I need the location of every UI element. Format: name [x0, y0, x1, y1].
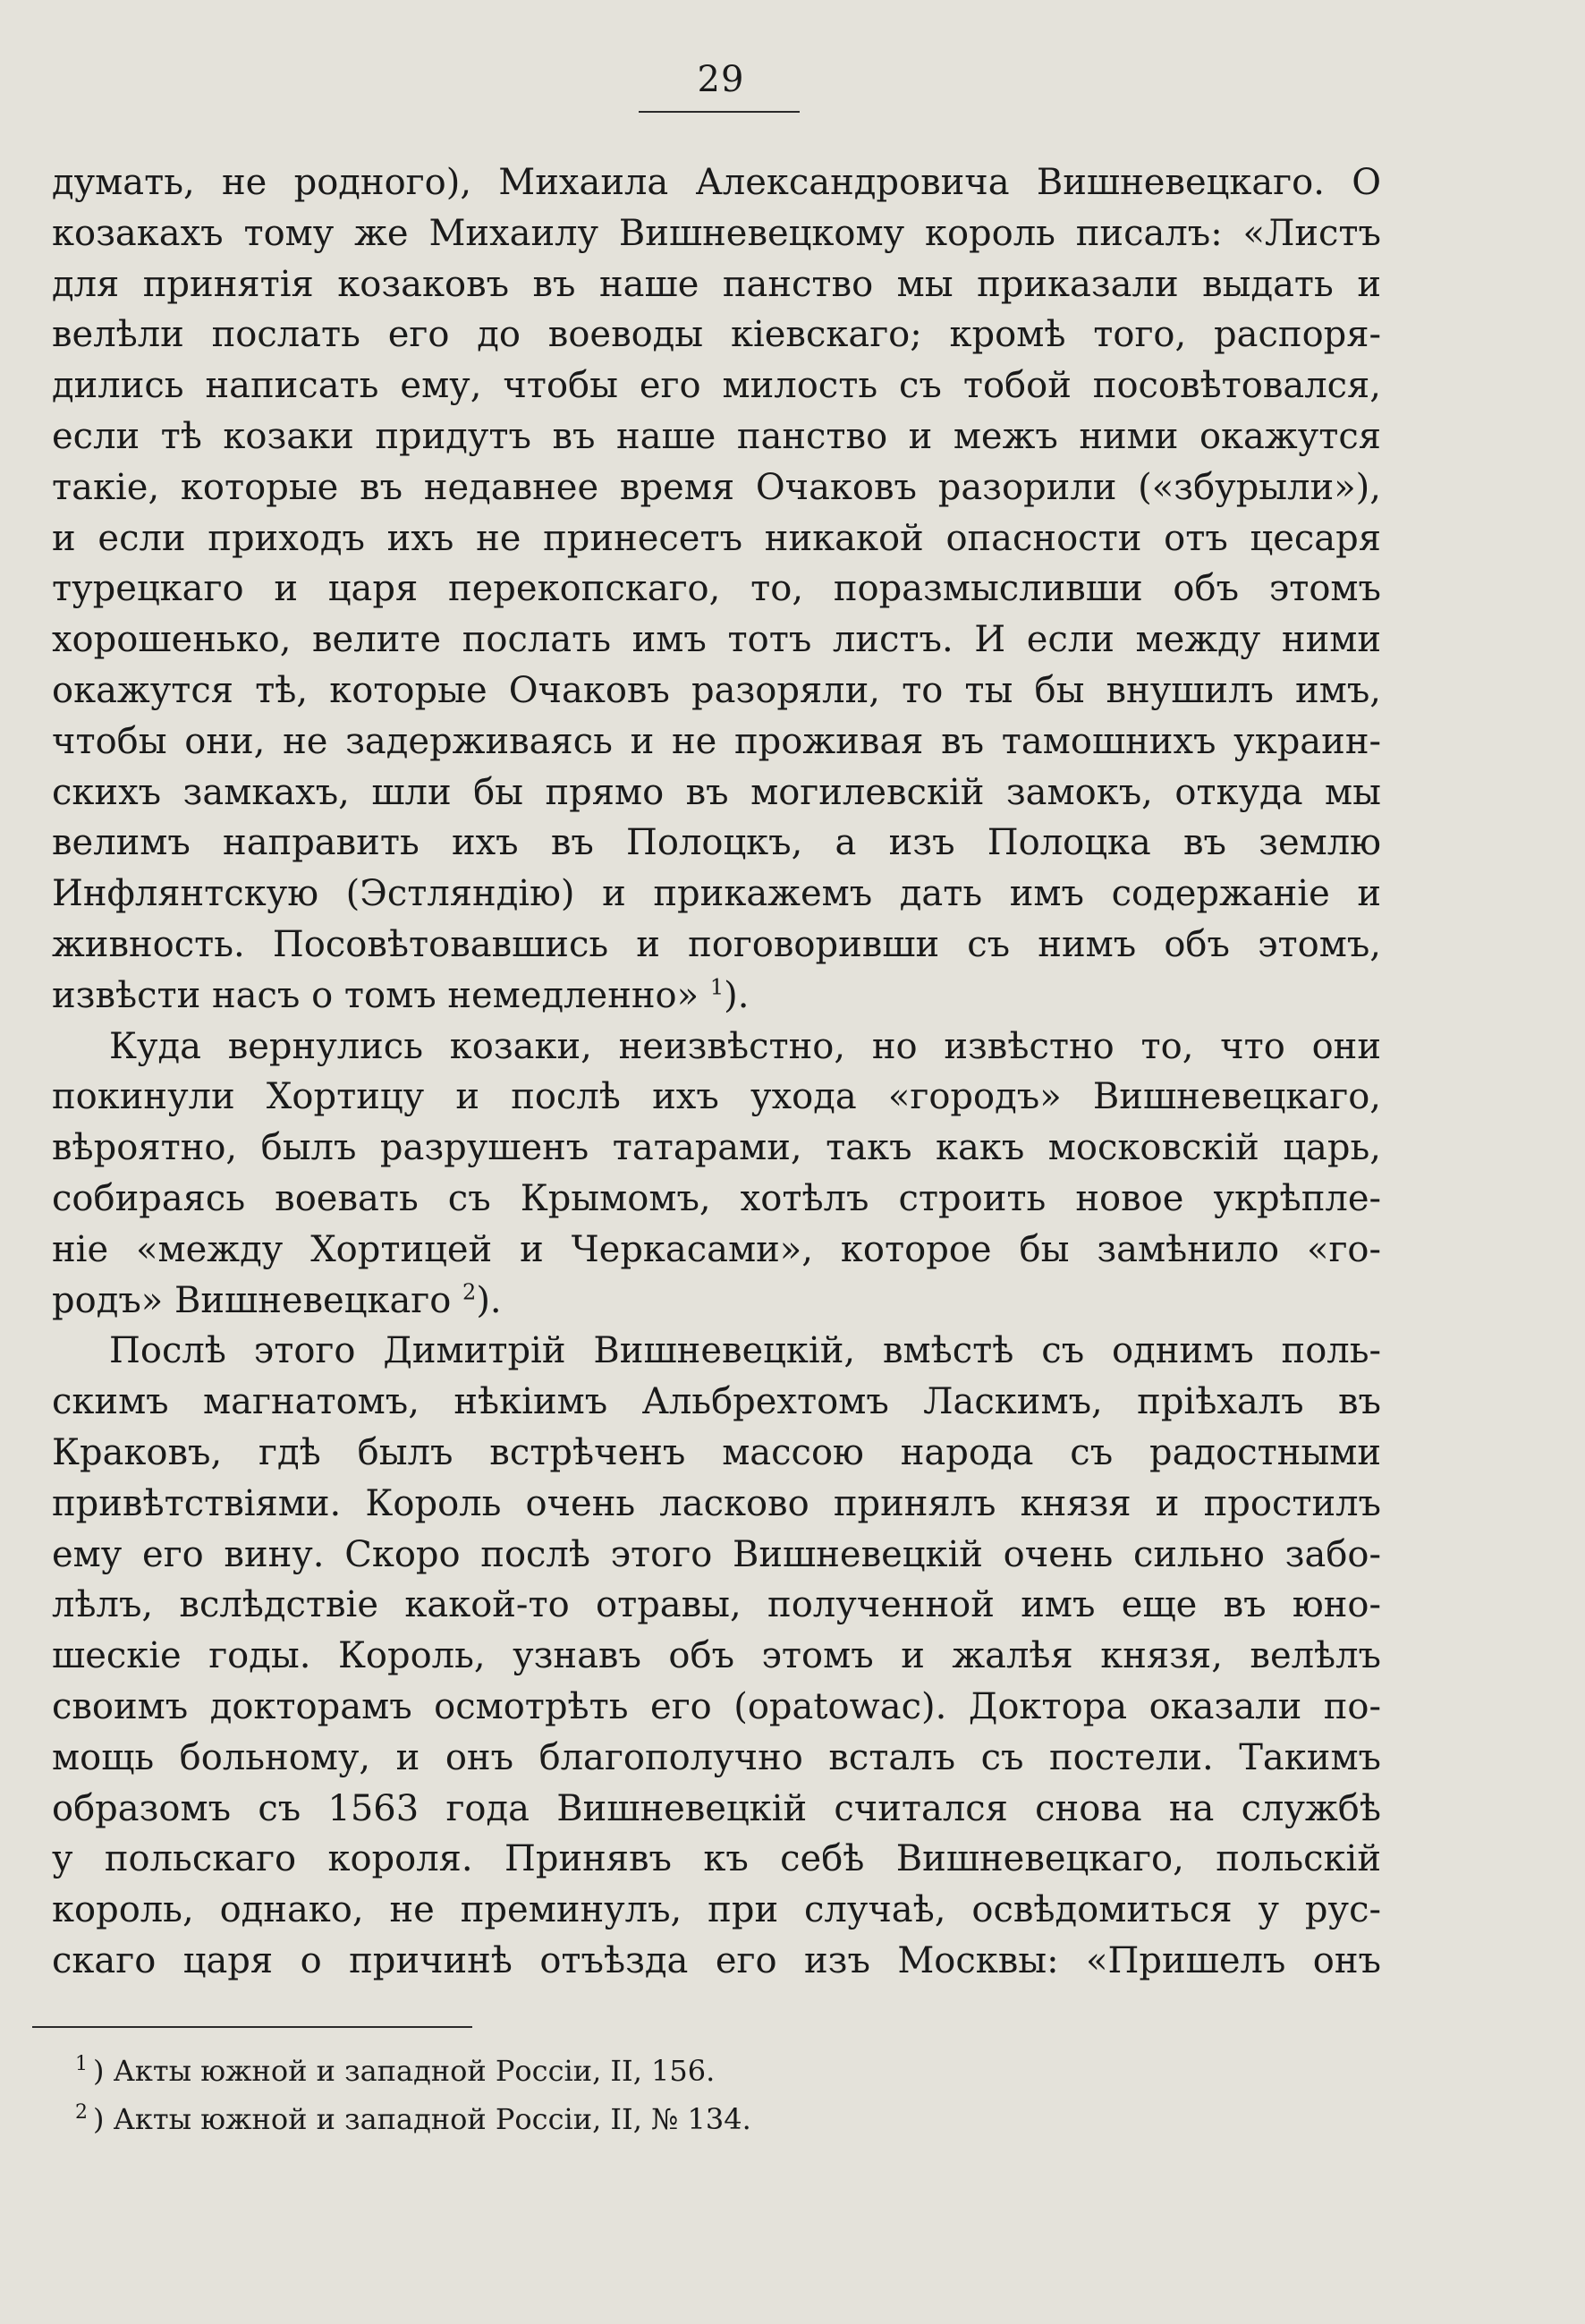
text-line: дились написать ему, чтобы его милость съ тобой посовѣтовался, [52, 365, 1381, 407]
text-line: окажутся тѣ, которые Очаковъ разоряли, то ты бы внушилъ имъ, [52, 669, 1381, 711]
page-number-rule [639, 111, 800, 113]
text-line: чтобы они, не задерживаясь и не проживая въ тамошнихъ украин- [52, 720, 1381, 762]
footnote-text: ) Акты южной и западной Россіи, II, № 134. [93, 2102, 751, 2136]
text-line: своимъ докторамъ осмотрѣть его (opatowac). Доктора оказали по- [52, 1685, 1381, 1727]
footnote-text: ) Акты южной и западной Россіи, II, 156. [93, 2054, 716, 2088]
text-line: Краковъ, гдѣ былъ встрѣченъ массою народа съ радостными [52, 1431, 1381, 1473]
text-line: хорошенько, велите послать имъ тотъ листъ. И если между ними [52, 619, 1381, 661]
footnote [75, 2047, 1148, 2095]
text-line: скаго царя о причинѣ отъѣзда его изъ Москвы: «Пришелъ онъ [52, 1939, 1381, 1981]
body-text [52, 157, 1381, 1987]
text-line: извѣсти насъ о томъ немедленно» [52, 974, 699, 1016]
text-line: шескіе годы. Король, узнавъ объ этомъ и жалѣя князя, велѣлъ [52, 1635, 1381, 1677]
text-line: родъ» Вишневецкаго [52, 1279, 452, 1321]
text-line: козакахъ тому же Михаилу Вишневецкому король писалъ: «Листъ [52, 212, 1381, 254]
text-line: турецкаго и царя перекопскаго, то, поразмысливши объ этомъ [52, 568, 1381, 610]
footnote-ref-tail: ). [724, 974, 750, 1016]
text-line: лѣлъ, вслѣдствіе какой-то отравы, полученной имъ еще въ юно- [52, 1584, 1381, 1626]
text-line: собираясь воевать съ Крымомъ, хотѣлъ строить новое укрѣпле- [52, 1177, 1381, 1219]
text-line: Послѣ этого Димитрій Вишневецкій, вмѣстѣ съ однимъ поль- [109, 1330, 1381, 1372]
text-line-with-footnote [52, 1276, 1381, 1327]
text-line: думать, не родного), Михаила Александровича Вишневецкаго. О [52, 162, 1381, 203]
text-line: Инфлянтскую (Эстляндію) и прикажемъ дать имъ содержаніе и [52, 873, 1381, 915]
text-line: мощь больному, и онъ благополучно всталъ съ постели. Такимъ [52, 1736, 1381, 1778]
text-line: такіе, которые въ недавнее время Очаковъ разорили («збурыли»), [52, 466, 1381, 508]
text-line: ему его вину. Скоро послѣ этого Вишневецкій очень сильно забо- [52, 1533, 1381, 1575]
text-line: у польскаго короля. Принявъ къ себѣ Вишневецкаго, польскій [52, 1838, 1381, 1880]
text-line: велѣли послать его до воеводы кіевскаго; кромѣ того, распоря- [52, 314, 1381, 356]
text-line: образомъ съ 1563 года Вишневецкій считался снова на службѣ [52, 1787, 1381, 1829]
page-number: 29 [697, 59, 745, 100]
text-line: скихъ замкахъ, шли бы прямо въ могилевскій замокъ, откуда мы [52, 771, 1381, 813]
text-line: король, однако, не преминулъ, при случаѣ, освѣдомиться у рус- [52, 1889, 1381, 1931]
text-line: ніе «между Хортицей и Черкасами», которое бы замѣнило «го- [52, 1228, 1381, 1270]
text-line: скимъ магнатомъ, нѣкіимъ Альбрехтомъ Ласкимъ, пріѣхалъ въ [52, 1381, 1381, 1423]
footnote-mark: 2 [75, 2101, 88, 2125]
text-line: покинули Хортицу и послѣ ихъ ухода «городъ» Вишневецкаго, [52, 1076, 1381, 1118]
text-line: если тѣ козаки придутъ въ наше панство и межъ ними окажутся [52, 415, 1381, 457]
text-line: для принятія козаковъ въ наше панство мы приказали выдать и [52, 263, 1381, 305]
text-line: Куда вернулись козаки, неизвѣстно, но извѣстно то, что они [109, 1025, 1381, 1067]
footnote-ref: 2 [462, 1279, 477, 1305]
text-line: привѣтствіями. Король очень ласково принялъ князя и простилъ [52, 1482, 1381, 1524]
footnote-separator [32, 2026, 472, 2028]
footnotes [75, 2047, 1148, 2143]
text-line: живность. Посовѣтовавшись и поговоривши съ нимъ объ этомъ, [52, 923, 1381, 965]
footnote [75, 2095, 1148, 2143]
footnote-ref: 1 [709, 974, 725, 1000]
footnote-ref-tail: ). [476, 1279, 502, 1321]
text-line: и если приходъ ихъ не принесетъ никакой опасности отъ цесаря [52, 517, 1381, 559]
footnote-mark: 1 [75, 2053, 88, 2076]
text-line: велимъ направить ихъ въ Полоцкъ, а изъ Полоцка въ землю [52, 822, 1381, 864]
text-line: вѣроятно, былъ разрушенъ татарами, такъ какъ московскій царь, [52, 1127, 1381, 1169]
text-line-with-footnote [52, 971, 1381, 1022]
